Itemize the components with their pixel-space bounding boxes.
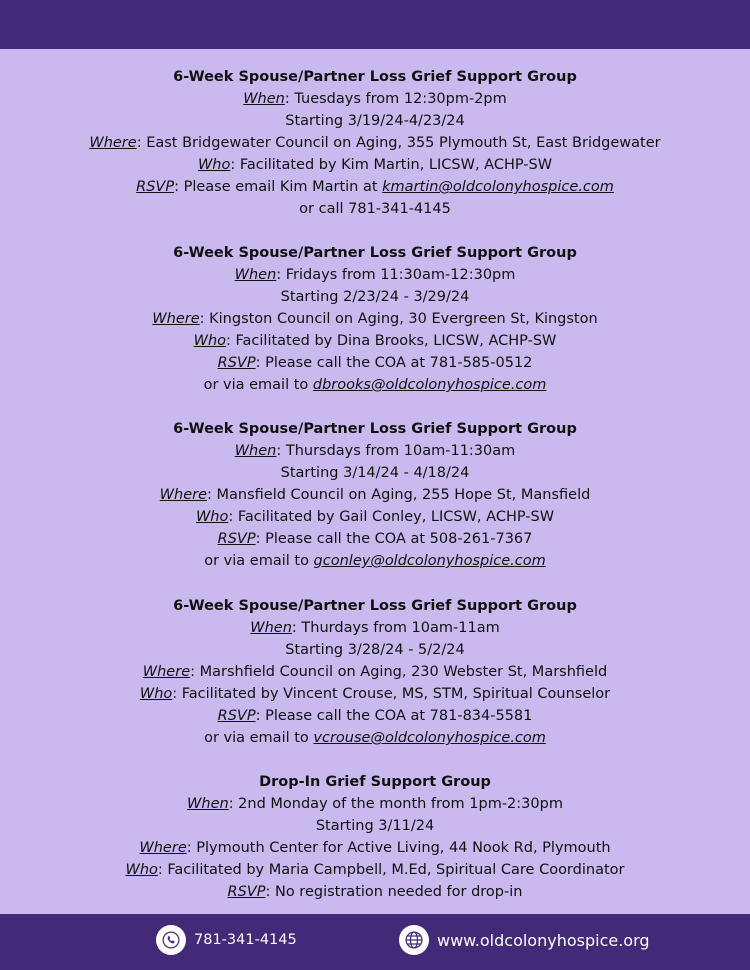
rsvp-value: : No registration needed for drop-in: [265, 884, 523, 900]
rsvp-label: RSVP: [217, 355, 256, 371]
group-rsvp: [0, 705, 750, 727]
group-title: 6-Week Spouse/Partner Loss Grief Support Group: [173, 598, 577, 614]
globe-icon: [399, 925, 429, 955]
support-group-5: [0, 771, 750, 903]
support-group-2: [0, 242, 750, 396]
group-title: 6-Week Spouse/Partner Loss Grief Support Group: [173, 421, 577, 437]
group-contact: [0, 374, 750, 396]
where-label: Where: [152, 311, 200, 327]
group-rsvp: [0, 176, 750, 198]
header-bar: [0, 0, 750, 49]
footer-phone[interactable]: [156, 924, 297, 956]
group-title: 6-Week Spouse/Partner Loss Grief Support Group: [173, 69, 577, 85]
phone-icon: [156, 925, 186, 955]
when-value: : Thursdays from 10am-11:30am: [276, 443, 516, 459]
footer-website[interactable]: [399, 924, 650, 956]
when-value: : 2nd Monday of the month from 1pm-2:30pm: [228, 796, 563, 812]
rsvp-value: : Please email Kim Martin at: [174, 179, 383, 195]
who-value: : Facilitated by Maria Campbell, M.Ed, Spiritual Care Coordinator: [157, 862, 625, 878]
rsvp-label: RSVP: [217, 531, 256, 547]
group-who: [0, 859, 750, 881]
when-label: When: [234, 267, 277, 283]
who-label: Who: [197, 157, 231, 173]
group-starting: Starting 3/11/24: [315, 818, 435, 834]
group-who: [0, 506, 750, 528]
who-value: : Facilitated by Gail Conley, LICSW, ACHP-SW: [228, 509, 555, 525]
where-label: Where: [89, 135, 137, 151]
when-label: When: [187, 796, 229, 812]
who-label: Who: [193, 333, 227, 349]
group-where: [0, 661, 750, 683]
where-value: : Plymouth Center for Active Living, 44 Nook Rd, Plymouth: [186, 840, 611, 856]
where-label: Where: [159, 487, 208, 503]
group-who: [0, 683, 750, 705]
group-where: [0, 308, 750, 330]
contact-prefix: or via email to: [204, 553, 314, 569]
footer-website-text: www.oldcolonyhospice.org: [437, 930, 650, 950]
where-value: : Marshfield Council on Aging, 230 Webster St, Marshfield: [190, 664, 608, 680]
when-label: When: [250, 620, 292, 636]
group-starting: Starting 2/23/24 - 3/29/24: [280, 289, 470, 305]
group-starting: Starting 3/14/24 - 4/18/24: [280, 465, 470, 481]
email-link[interactable]: vcrouse@oldcolonyhospice.com: [313, 730, 546, 746]
content-area: [0, 49, 750, 914]
group-contact: or call 781-341-4145: [299, 201, 451, 217]
group-when: [0, 440, 750, 462]
group-rsvp: [0, 881, 750, 903]
email-link[interactable]: gconley@oldcolonyhospice.com: [313, 553, 546, 569]
rsvp-value: : Please call the COA at 781-585-0512: [255, 355, 533, 371]
contact-prefix: or via email to: [204, 730, 314, 746]
who-value: : Facilitated by Dina Brooks, LICSW, ACHP-SW: [226, 333, 557, 349]
where-label: Where: [142, 664, 191, 680]
who-label: Who: [139, 686, 173, 702]
where-value: : Mansfield Council on Aging, 255 Hope St, Mansfield: [207, 487, 591, 503]
group-who: [0, 154, 750, 176]
support-group-4: [0, 595, 750, 749]
email-link[interactable]: dbrooks@oldcolonyhospice.com: [312, 377, 547, 393]
group-who: [0, 330, 750, 352]
support-group-3: [0, 418, 750, 572]
group-when: [0, 617, 750, 639]
rsvp-label: RSVP: [227, 884, 266, 900]
group-title: Drop-In Grief Support Group: [259, 774, 491, 790]
group-rsvp: [0, 528, 750, 550]
group-rsvp: [0, 352, 750, 374]
group-title: 6-Week Spouse/Partner Loss Grief Support Group: [173, 245, 577, 261]
where-label: Where: [139, 840, 187, 856]
contact-prefix: or via email to: [203, 377, 313, 393]
rsvp-value: : Please call the COA at 781-834-5581: [255, 708, 533, 724]
group-where: [0, 484, 750, 506]
rsvp-label: RSVP: [136, 179, 175, 195]
group-when: [0, 793, 750, 815]
group-where: [0, 132, 750, 154]
support-group-1: [0, 66, 750, 220]
who-value: : Facilitated by Kim Martin, LICSW, ACHP-SW: [230, 157, 553, 173]
rsvp-value: : Please call the COA at 508-261-7367: [255, 531, 533, 547]
group-starting: Starting 3/28/24 - 5/2/24: [285, 642, 465, 658]
group-when: [0, 264, 750, 286]
email-link[interactable]: kmartin@oldcolonyhospice.com: [382, 179, 614, 195]
group-when: [0, 88, 750, 110]
who-value: : Facilitated by Vincent Crouse, MS, STM, Spiritual Counselor: [172, 686, 611, 702]
rsvp-label: RSVP: [217, 708, 256, 724]
where-value: : East Bridgewater Council on Aging, 355 Plymouth St, East Bridgewater: [136, 135, 661, 151]
when-label: When: [234, 443, 277, 459]
when-value: : Tuesdays from 12:30pm-2pm: [284, 91, 507, 107]
who-label: Who: [195, 509, 229, 525]
where-value: : Kingston Council on Aging, 30 Evergreen St, Kingston: [199, 311, 598, 327]
group-contact: [0, 550, 750, 572]
footer-phone-text: 781-341-4145: [194, 932, 297, 948]
group-contact: [0, 727, 750, 749]
footer-bar: [0, 914, 750, 970]
group-where: [0, 837, 750, 859]
when-value: : Thurdays from 10am-11am: [291, 620, 500, 636]
when-label: When: [243, 91, 285, 107]
group-starting: Starting 3/19/24-4/23/24: [285, 113, 465, 129]
when-value: : Fridays from 11:30am-12:30pm: [276, 267, 516, 283]
who-label: Who: [125, 862, 158, 878]
